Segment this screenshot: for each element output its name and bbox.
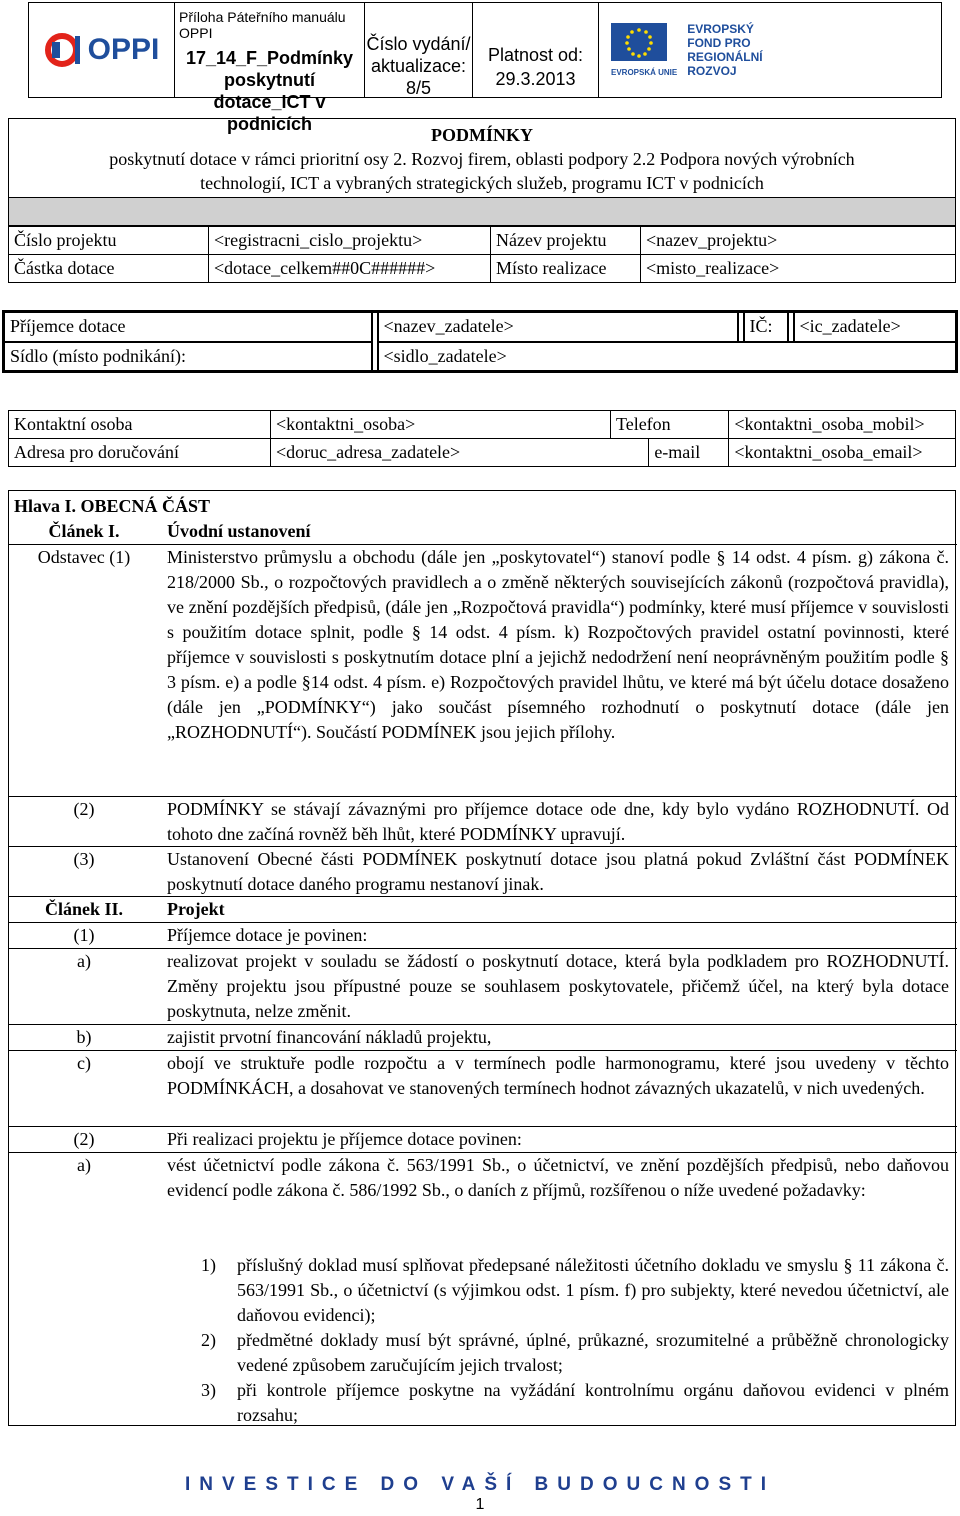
item-c-label: c)	[77, 1053, 91, 1073]
article-2-paragraph-2-text: Při realizaci projektu je příjemce dotace povinen:	[167, 1129, 522, 1149]
document-header	[28, 2, 942, 134]
phone-value: <kontaktni_osoba_mobil>	[729, 411, 956, 439]
oppi-logo-icon	[44, 30, 84, 70]
eu-fund-label: EVROPSKÝ FOND PRO REGIONÁLNÍ ROZVOJ	[687, 22, 763, 78]
email-value: <kontaktni_osoba_email>	[729, 439, 956, 467]
article-2-paragraph-2-label: (2)	[73, 1129, 95, 1149]
validity-label: Platnost od:	[487, 45, 584, 65]
article-2-label: Článek II.	[44, 899, 124, 919]
project-number-label: Číslo projektu	[9, 227, 209, 255]
sub-item-1-text: příslušný doklad musí splňovat předepsané náležitosti účetního dokladu ve smyslu § 11 zákona č. 563/1991 Sb., o účetnictví (s výjimkou odst. 1 písm. f) pro subjekty, které nevedou účetnictví, ale daňovou evidenci);	[237, 1255, 949, 1325]
grant-amount-label: Částka dotace	[9, 255, 209, 283]
project-number-value: <registracni_cislo_projektu>	[209, 227, 491, 255]
article-2-paragraph-1-label: (1)	[73, 925, 95, 945]
contact-person-value: <kontaktni_osoba>	[271, 411, 611, 439]
eu-logo	[599, 3, 941, 97]
document-title: 17_14_F_Podmínky poskytnutí dotace_ICT v podnicích	[185, 48, 354, 134]
ic-value: <ic_zadatele>	[794, 312, 957, 342]
item-a-label: a)	[77, 951, 91, 971]
conditions-title-box	[8, 118, 956, 198]
item-2a-text: vést účetnictví podle zákona č. 563/1991 Sb., o účetnictví, ve znění pozdějších předpisů, nebo daňovou evidencí podle zákona č. 586/1992 Sb., o daních z příjmů, rozšířenou o níže uvedené požadavky:	[167, 1155, 949, 1200]
sub-item-3-number: 3)	[201, 1380, 216, 1400]
article-2-title: Projekt	[167, 899, 225, 919]
phone-label: Telefon	[610, 411, 728, 439]
recipient-table	[2, 310, 958, 373]
sub-item-1-number: 1)	[201, 1255, 216, 1275]
project-name-label: Název projektu	[491, 227, 641, 255]
sub-item-3-text: při kontrole příjemce poskytne na vyžádání kontrolnímu orgánu daňovou evidenci v plném rozsahu;	[237, 1380, 949, 1425]
project-name-value: <nazev_projektu>	[641, 227, 956, 255]
article-1-label: Článek I.	[48, 521, 120, 541]
conditions-body	[8, 490, 956, 1426]
appendix-label: Příloha Páteřního manuálu OPPI	[179, 9, 346, 41]
item-b-label: b)	[76, 1027, 92, 1047]
page-number: 1	[475, 1496, 485, 1513]
recipient-label: Příjemce dotace	[4, 312, 372, 342]
project-row-1	[9, 227, 956, 255]
sub-item-2-text: předmětné doklady musí být správné, úplné, průkazné, srozumitelné a průběžně chronologicky vedené způsobem zaručujícím jejich trvalost;	[237, 1330, 949, 1375]
realization-place-label: Místo realizace	[491, 255, 641, 283]
seat-row	[4, 342, 957, 372]
contact-row-1	[9, 411, 956, 439]
item-c-text: obojí ve struktuře podle rozpočtu a v termínech podle harmonogramu, které jsou uvedeny v těchto PODMÍNKÁCH, a dosahovat ve stanovených termínech hodnot závazných ukazatelů, v nich uvedených.	[167, 1053, 949, 1098]
paragraph-2-text: PODMÍNKY se stávají závaznými pro příjemce dotace ode dne, kdy bylo vydáno ROZHODNUTÍ. Od tohoto dne začíná rovněž běh lhůt, které PODMÍNKY upravují.	[167, 799, 949, 844]
paragraph-1-text: Ministerstvo průmyslu a obchodu (dále jen „poskytovatel“) stanoví podle § 14 odst. 4 písm. g) zákona č. 218/2000 Sb., o rozpočtových pravidlech a o změně některých souvisejících zákonů (rozpočtová pravidla), ve znění pozdějších předpisů, (dále jen „Rozpočtová pravidla“) podmínky, které musí příjemce v souvislosti s použitím dotace splnit, podle § 14 odst. 4 písm. k) Rozpočtových pravidel ostatní povinnosti, které příjemce v souvislosti s poskytnutím dotace plní a jejichž nedodržení není neoprávněným použitím podle § 3 písm. e) a podle §14 odst. 4 písm. e) Rozpočtových pravidel lhůtu, ve které má být účelu dotace dosaženo (dále jen „PODMÍNKY“) jako součást písemného rozhodnutí o poskytnutí dotace (dále jen „ROZHODNUTÍ“). Součástí PODMÍNEK jsou jejich přílohy.	[167, 547, 949, 742]
conditions-subtitle-line2: technologií, ICT a vybraných strategických služeb, programu ICT v podnicích	[200, 173, 764, 193]
realization-place-value: <misto_realizace>	[641, 255, 956, 283]
issue-cell	[365, 3, 473, 97]
item-a-text: realizovat projekt v souladu se žádostí o poskytnutí dotace, která byla podkladem pro ROZHODNUTÍ. Změny projektu jsou přípustné pouze se souhlasem poskytovatele, přičemž účel, na který byla dotace poskytnuta, nelze změnit.	[167, 951, 949, 1021]
project-row-2	[9, 255, 956, 283]
project-table	[8, 226, 956, 283]
paragraph-1-label: Odstavec (1)	[37, 547, 131, 567]
separator-bar	[8, 198, 956, 226]
ic-label: IČ:	[744, 312, 788, 342]
contact-table	[8, 410, 956, 467]
conditions-subtitle-line1: poskytnutí dotace v rámci prioritní osy 2. Rozvoj firem, oblasti podpory 2.2 Podpora nových výrobních	[109, 149, 855, 169]
issue-label: Číslo vydání/ aktualizace:	[366, 34, 471, 76]
article-2-paragraph-1-text: Příjemce dotace je povinen:	[167, 925, 368, 945]
paragraph-3-label: (3)	[73, 849, 95, 869]
oppi-logo	[29, 3, 175, 97]
address-label: Adresa pro doručování	[9, 439, 271, 467]
conditions-heading: PODMÍNKY	[431, 125, 533, 145]
recipient-value: <nazev_zadatele>	[378, 312, 738, 342]
paragraph-3-text: Ustanovení Obecné části PODMÍNEK poskytnutí dotace jsou platná pokud Zvláštní část PODMÍNEK poskytnutí dotace daného programu nestanoví jinak.	[167, 849, 949, 894]
email-label: e-mail	[649, 439, 729, 467]
footer-slogan: INVESTICE DO VAŠÍ BUDOUCNOSTI	[184, 1474, 775, 1495]
validity-cell	[473, 3, 599, 97]
contact-person-label: Kontaktní osoba	[9, 411, 271, 439]
oppi-logo-text: OPPI	[87, 33, 160, 66]
grant-amount-value: <dotace_celkem##0C######>	[209, 255, 491, 283]
item-2a-label: a)	[77, 1155, 91, 1175]
seat-label: Sídlo (místo podnikání):	[4, 342, 372, 372]
paragraph-2-label: (2)	[73, 799, 95, 819]
article-1-title: Úvodní ustanovení	[167, 521, 311, 541]
eu-union-label: EVROPSKÁ UNIE	[611, 68, 678, 77]
header-title-cell	[175, 3, 365, 134]
item-b-text: zajistit prvotní financování nákladů projektu,	[167, 1027, 492, 1047]
address-value: <doruc_adresa_zadatele>	[271, 439, 649, 467]
validity-value: 29.3.2013	[495, 69, 576, 89]
eu-flag-icon	[611, 23, 667, 61]
issue-value: 8/5	[405, 78, 432, 98]
chapter-heading: Hlava I. OBECNÁ ČÁST	[14, 496, 211, 516]
contact-row-2	[9, 439, 956, 467]
seat-value: <sidlo_zadatele>	[378, 342, 957, 372]
recipient-row	[4, 312, 957, 342]
sub-item-2-number: 2)	[201, 1330, 216, 1350]
